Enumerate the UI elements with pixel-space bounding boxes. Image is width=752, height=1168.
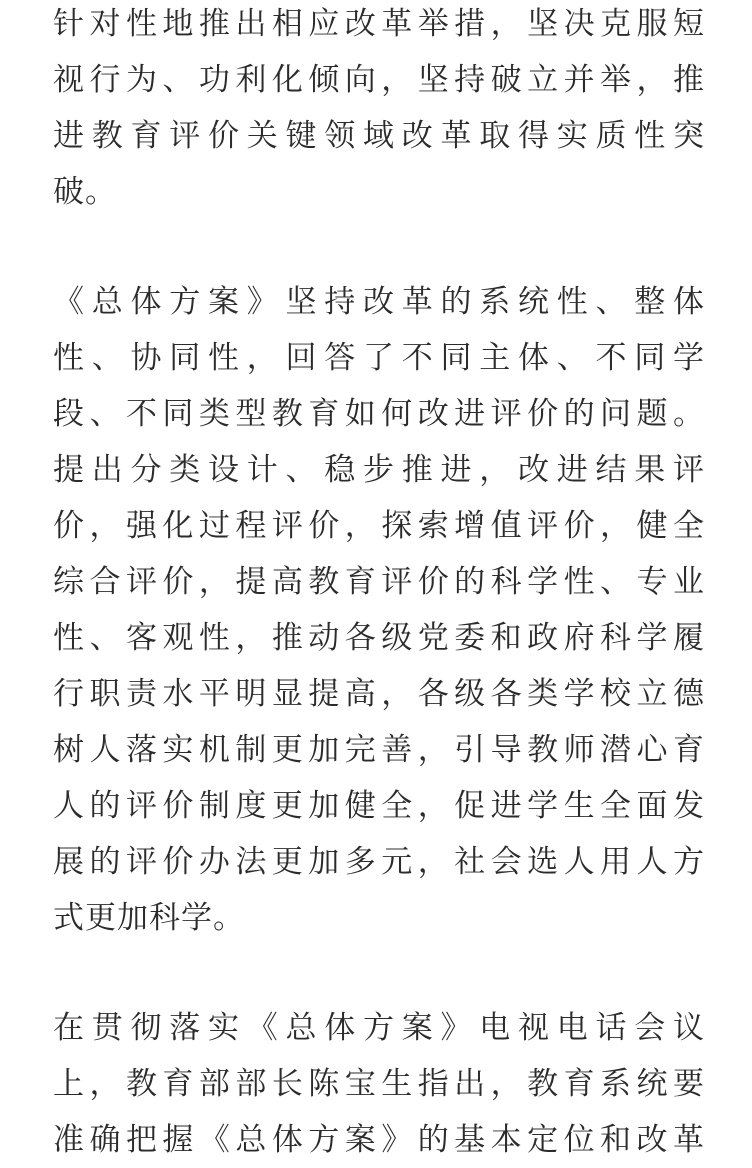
text-line: 在贯彻落实《总体方案》电视电话会议 [53, 1010, 705, 1046]
text-line: 段、不同类型教育如何改进评价的问题。 [53, 396, 705, 432]
text-line: 视行为、功利化倾向，坚持破立并举，推 [53, 62, 705, 98]
text-line: 性、客观性，推动各级党委和政府科学履 [53, 620, 705, 656]
text-line: 破。 [53, 174, 117, 210]
text-line: 《总体方案》坚持改革的系统性、整体 [53, 284, 705, 320]
text-line: 树人落实机制更加完善，引导教师潜心育 [53, 732, 705, 768]
paragraph [53, 274, 705, 946]
text-line: 综合评价，提高教育评价的科学性、专业 [53, 564, 705, 600]
text-line: 针对性地推出相应改革举措，坚决克服短 [53, 6, 705, 42]
text-line: 进教育评价关键领域改革取得实质性突 [53, 118, 705, 154]
text-line: 价，强化过程评价，探索增值评价，健全 [53, 508, 705, 544]
text-line: 行职责水平明显提高，各级各类学校立德 [53, 676, 705, 712]
text-line: 人的评价制度更加健全，促进学生全面发 [53, 788, 705, 824]
text-line: 准确把握《总体方案》的基本定位和改革 [53, 1122, 705, 1158]
text-line: 提出分类设计、稳步推进，改进结果评 [53, 452, 705, 488]
text-line: 展的评价办法更加多元，社会选人用人方 [53, 844, 705, 880]
paragraph [53, 1000, 705, 1168]
text-line: 性、协同性，回答了不同主体、不同学 [53, 340, 705, 376]
paragraph [53, 0, 705, 220]
text-line: 上，教育部部长陈宝生指出，教育系统要 [53, 1066, 705, 1102]
text-line: 式更加科学。 [53, 900, 245, 936]
